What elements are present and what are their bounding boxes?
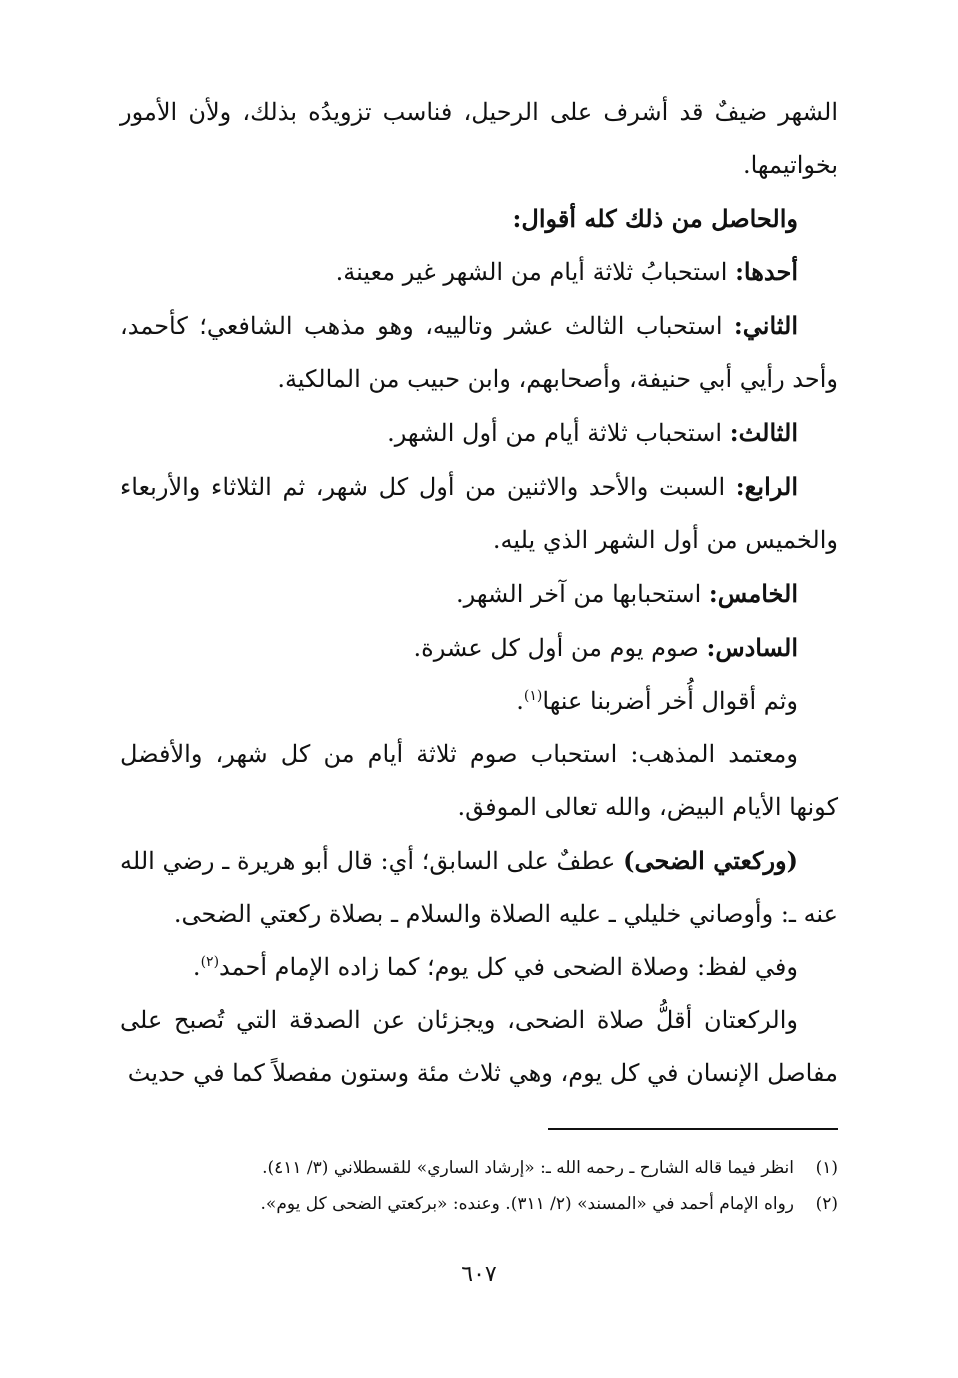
footnote-2-number: (٢) xyxy=(815,1194,838,1214)
second-opinion-text: استحباب الثالث عشر وتالييه، وهو مذهب الشافعي؛ كأحمد، وأحد رأيي أبي حنيفة، وأصحابهم، وابن حبيب من المالكية. xyxy=(120,312,838,393)
paragraph-madhab-position: ومعتمد المذهب: استحباب صوم ثلاثة أيام من كل شهر، والأفضل كونها الأيام البيض، والله تعالى الموفق. xyxy=(120,740,838,821)
footnote-1-text: انظر فيما قاله الشارح ـ رحمه الله ـ: «إرشاد الساري» للقسطلاني (٣/ ٤١١). xyxy=(262,1158,794,1178)
footnotes xyxy=(120,1150,838,1222)
paragraph-two-rakahs: والركعتان أقلُّ صلاة الضحى، ويجزئان عن الصدقة التي تُصبح على مفاصل الإنسان في كل يوم، وهي ثلاث مئة وستون مفصلاً كما في حديث xyxy=(120,1006,838,1087)
first-opinion-label: أحدها: xyxy=(735,257,798,286)
paragraph-1: الشهر ضيفٌ قد أشرف على الرحيل، فناسب تزويدُه بذلك، ولأن الأمور بخواتيمها. xyxy=(120,98,839,179)
paragraph-summary-heading: والحاصل من ذلك كله أقوال: xyxy=(512,204,798,233)
sixth-opinion-label: السادس: xyxy=(706,633,798,662)
fifth-opinion-text: استحبابها من آخر الشهر. xyxy=(456,580,709,608)
paragraph-third-opinion xyxy=(120,406,838,460)
duha-text: عطفٌ على السابق؛ أي: قال أبو هريرة ـ رضي الله عنه ـ: وأوصاني خليلي ـ عليه الصلاة والسلام ـ بصلاة ركعتي الضحى. xyxy=(120,847,838,928)
sixth-opinion-text: صوم يوم من أول كل عشرة. xyxy=(413,634,707,662)
first-opinion-text: استحبابُ ثلاثة أيام من الشهر غير معينة. xyxy=(335,258,736,286)
other-opinions-text: وثم أقوال أُخر أضربنا عنها xyxy=(542,687,798,715)
fourth-opinion-label: الرابع: xyxy=(735,472,798,501)
footnote-1-number: (١) xyxy=(815,1158,838,1178)
paragraph-first-opinion xyxy=(120,245,838,299)
second-opinion-label: الثاني: xyxy=(733,311,798,340)
paragraph-other-opinions xyxy=(120,675,838,728)
paragraph-fifth-opinion xyxy=(120,567,838,621)
fourth-opinion-text: السبت والأحد والاثنين من أول كل شهر، ثم الثلاثاء والأربعاء والخميس من أول الشهر الذي يليه. xyxy=(120,473,838,554)
page-number: ٦٠٧ xyxy=(461,1262,497,1287)
footnote-ref-1: (١) xyxy=(523,688,543,704)
footnote-separator xyxy=(548,1128,838,1130)
other-wording-end: . xyxy=(192,953,201,981)
paragraph-duha xyxy=(120,834,838,941)
paragraph-sixth-opinion xyxy=(120,621,838,675)
page-body xyxy=(120,86,838,1100)
footnote-2 xyxy=(120,1186,838,1222)
paragraph-second-opinion xyxy=(120,299,838,406)
footnote-ref-2: (٢) xyxy=(200,954,220,970)
fifth-opinion-label: الخامس: xyxy=(708,579,798,608)
third-opinion-label: الثالث: xyxy=(729,418,798,447)
footnote-2-text: رواه الإمام أحمد في «المسند» (٢/ ٣١١). وعنده: «بركعتي الضحى كل يوم». xyxy=(260,1194,794,1214)
duha-label: (وركعتي الضحى) xyxy=(623,846,798,875)
paragraph-fourth-opinion xyxy=(120,460,838,567)
other-wording-text: وفي لفظ: وصلاة الضحى في كل يوم؛ كما زاده الإمام أحمد xyxy=(219,953,798,981)
footnote-1 xyxy=(120,1150,838,1186)
other-opinions-end: . xyxy=(516,687,524,715)
third-opinion-text: استحباب ثلاثة أيام من أول الشهر. xyxy=(387,419,730,447)
paragraph-other-wording xyxy=(120,941,838,994)
